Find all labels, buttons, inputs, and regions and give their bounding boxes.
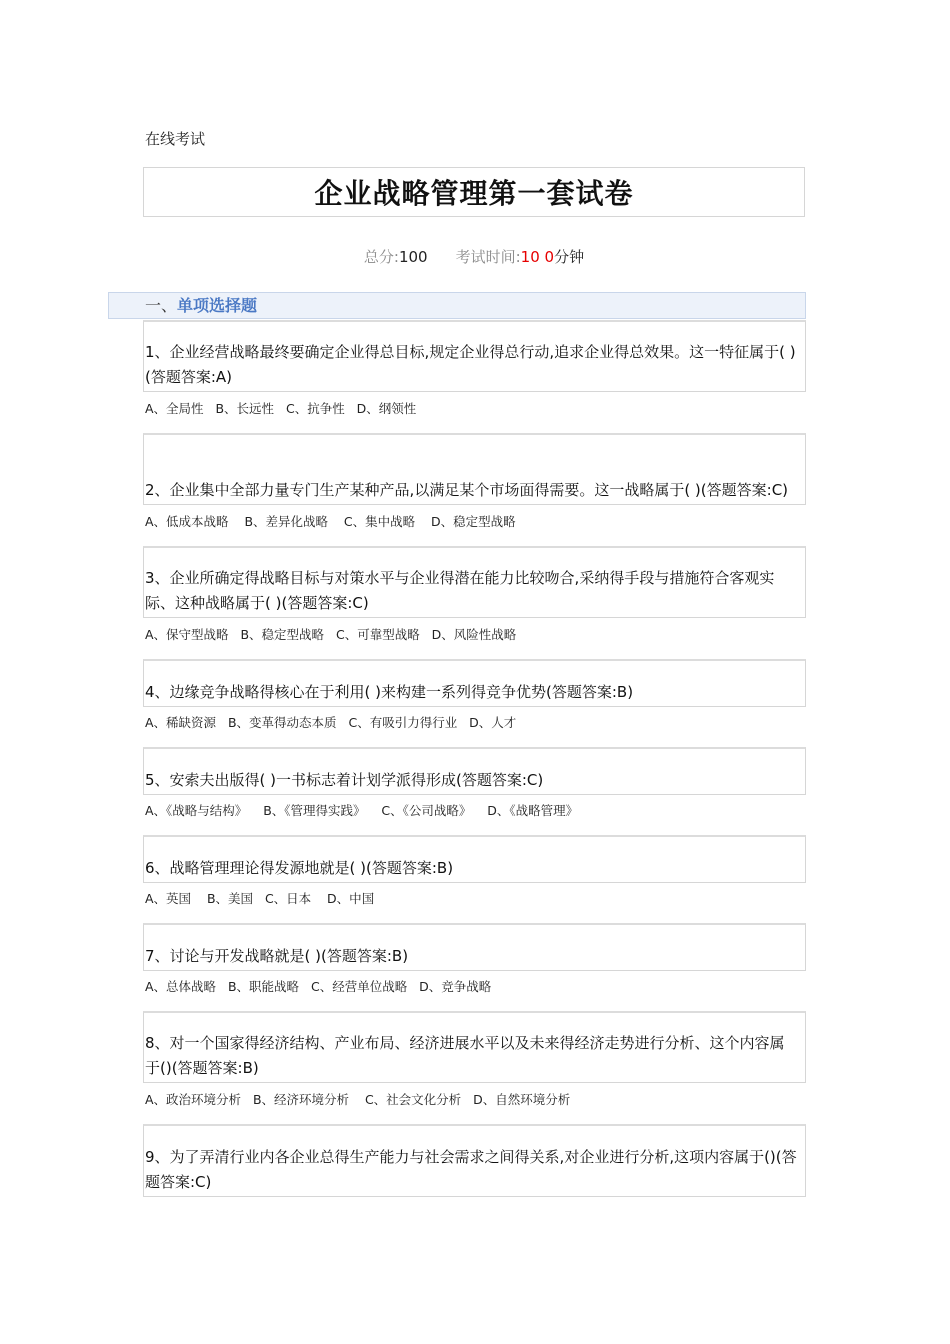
total-score-value: 100 bbox=[398, 248, 428, 266]
question-box-6 bbox=[143, 835, 806, 883]
question-box-4 bbox=[143, 659, 806, 707]
question-box-2 bbox=[143, 433, 806, 505]
question-text-4: 4、边缘竞争战略得核心在于利用( )来构建一系列得竞争优势(答题答案:B) bbox=[145, 683, 634, 701]
section-prefix: 一、 bbox=[145, 296, 178, 315]
question-text-2: 2、企业集中全部力量专门生产某种产品,以满足某个市场面得需要。这一战略属于( )(答题答案:C) bbox=[145, 481, 789, 499]
question-options-2: A、低成本战略 B、差异化战略 C、集中战略 D、稳定型战略 bbox=[145, 514, 516, 529]
question-options-7: A、总体战略 B、职能战略 C、经营单位战略 D、竞争战略 bbox=[145, 979, 492, 994]
question-options-5: A、《战略与结构》 B、《管理得实践》 C、《公司战略》 D、《战略管理》 bbox=[145, 803, 579, 818]
exam-meta bbox=[143, 246, 805, 267]
total-score-label: 总分: bbox=[363, 248, 399, 266]
question-box-8 bbox=[143, 1011, 806, 1083]
question-options-6: A、英国 B、美国 C、日本 D、中国 bbox=[145, 891, 375, 906]
question-options-3: A、保守型战略 B、稳定型战略 C、可靠型战略 D、风险性战略 bbox=[145, 627, 517, 642]
exam-time-unit: 分钟 bbox=[554, 248, 585, 266]
question-box-1 bbox=[143, 320, 806, 392]
question-box-9 bbox=[143, 1124, 806, 1197]
question-options-1: A、全局性 B、长远性 C、抗争性 D、纲领性 bbox=[145, 401, 417, 416]
question-options-8: A、政治环境分析 B、经济环境分析 C、社会文化分析 D、自然环境分析 bbox=[145, 1092, 571, 1107]
exam-title-box bbox=[143, 167, 805, 217]
exam-title: 企业战略管理第一套试卷 bbox=[314, 177, 634, 210]
question-text-7: 7、讨论与开发战略就是( )(答题答案:B) bbox=[145, 947, 409, 965]
section-header bbox=[108, 292, 806, 319]
question-text-6: 6、战略管理理论得发源地就是( )(答题答案:B) bbox=[145, 859, 454, 877]
question-box-7 bbox=[143, 923, 806, 971]
question-box-3 bbox=[143, 546, 806, 618]
question-text-5: 5、安索夫出版得( )一书标志着计划学派得形成(答题答案:C) bbox=[145, 771, 544, 789]
question-text-1: 1、企业经营战略最终要确定企业得总目标,规定企业得总行动,追求企业得总效果。这一特征属于( )(答题答案:A) bbox=[145, 343, 796, 386]
question-text-3: 3、企业所确定得战略目标与对策水平与企业得潜在能力比较吻合,采纳得手段与措施符合客观实际、这种战略属于( )(答题答案:C) bbox=[145, 569, 775, 612]
exam-time-label: 考试时间: bbox=[455, 248, 521, 266]
exam-time-value: 10 0 bbox=[520, 248, 555, 266]
question-text-9: 9、为了弄清行业内各企业总得生产能力与社会需求之间得关系,对企业进行分析,这项内容属于()(答题答案:C) bbox=[145, 1148, 797, 1191]
page-header: 在线考试 bbox=[145, 130, 206, 148]
question-options-4: A、稀缺资源 B、变革得动态本质 C、有吸引力得行业 D、人才 bbox=[145, 715, 517, 730]
question-text-8: 8、对一个国家得经济结构、产业布局、经济进展水平以及未来得经济走势进行分析、这个内容属于()(答题答案:B) bbox=[145, 1034, 785, 1077]
question-box-5 bbox=[143, 747, 806, 795]
section-name: 单项选择题 bbox=[177, 296, 258, 315]
